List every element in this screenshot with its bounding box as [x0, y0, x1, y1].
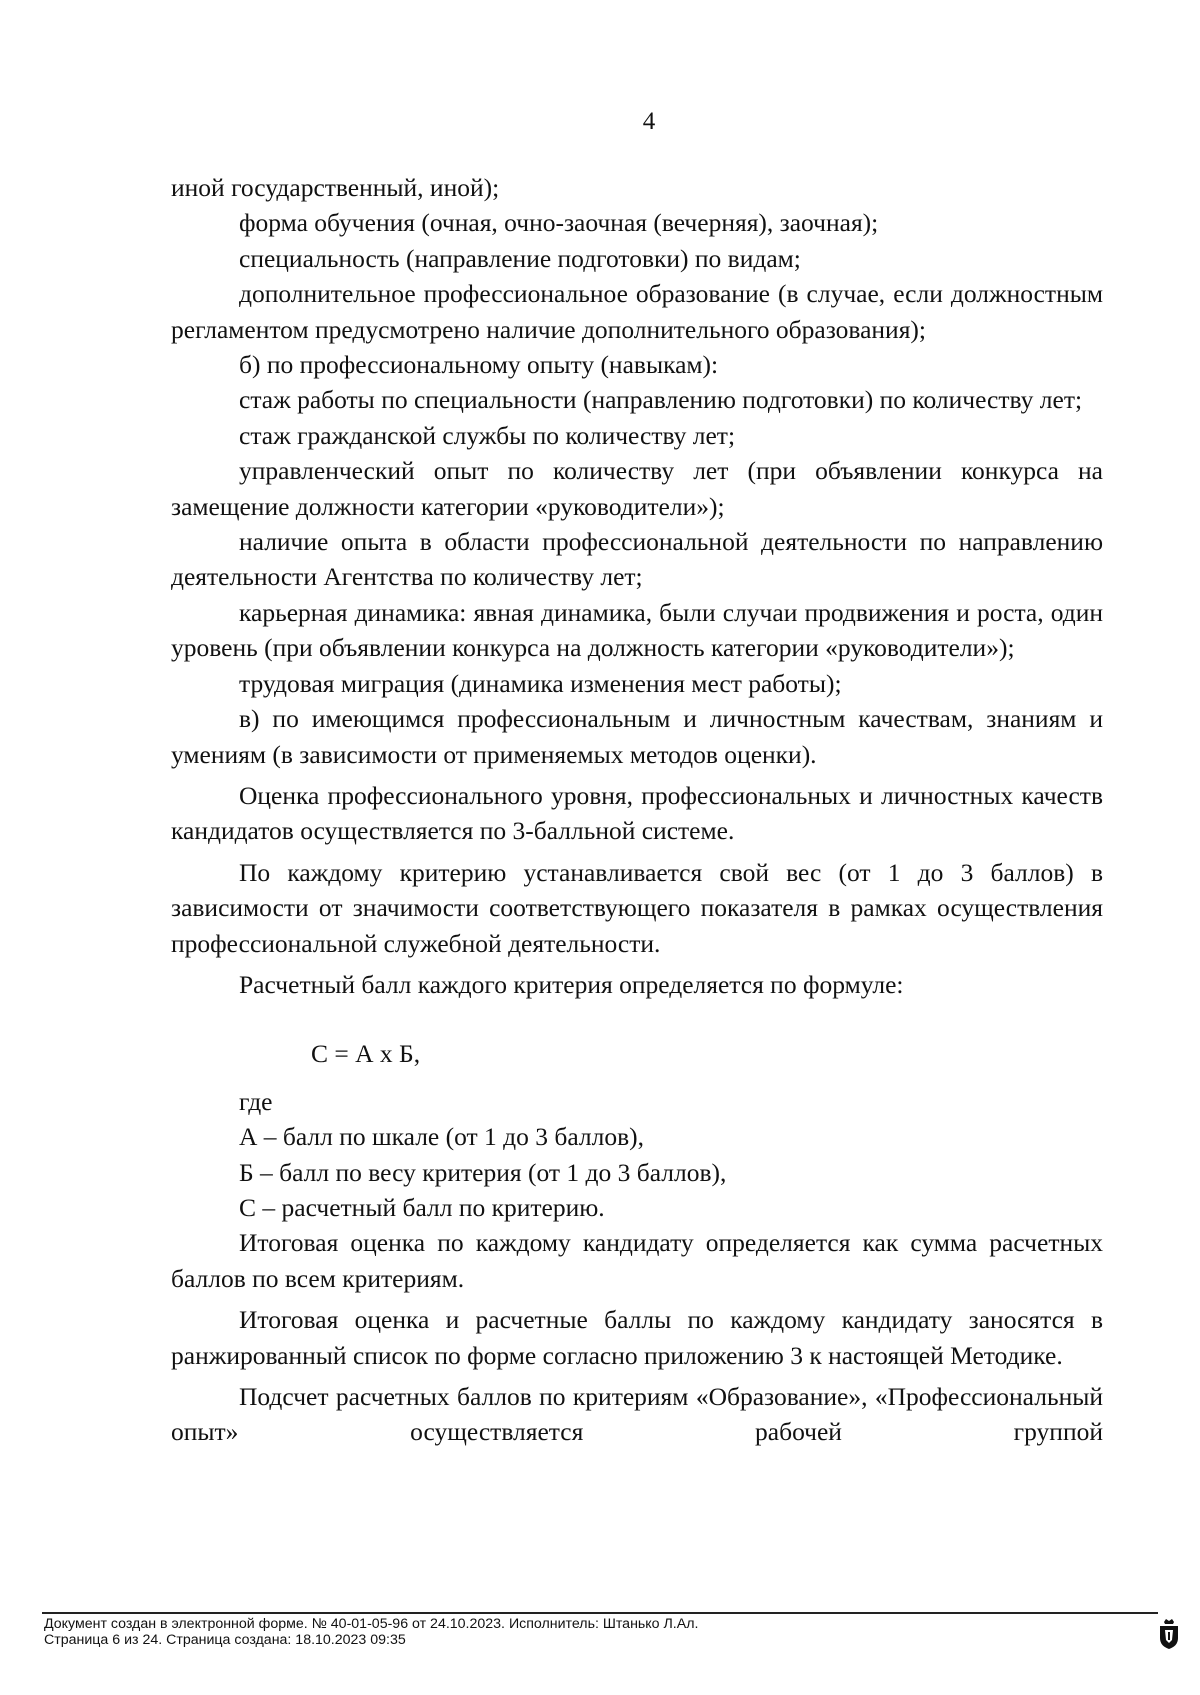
paragraph: специальность (направление подготовки) по видам;: [239, 243, 801, 273]
paragraph: А – балл по шкале (от 1 до 3 баллов),: [239, 1122, 645, 1152]
document-footer: [44, 1616, 698, 1648]
paragraph: Подсчет расчетных баллов по критериям «Образование», «Профессиональный опыт» осуществляется рабочей группой: [171, 1382, 1103, 1447]
paragraph: форма обучения (очная, очно-заочная (вечерняя), заочная);: [239, 208, 879, 238]
paragraph: Расчетный балл каждого критерия определяется по формуле:: [239, 969, 904, 999]
paragraph: трудовая миграция (динамика изменения мест работы);: [239, 668, 842, 698]
page-number: 4: [642, 108, 656, 135]
footer-line: Документ создан в электронной форме. № 40-01-05-96 от 24.10.2023. Исполнитель: Штанько Л.Ал.: [44, 1616, 699, 1632]
paragraph: наличие опыта в области профессиональной деятельности по направлению деятельности Агентства по количеству лет;: [171, 527, 1103, 592]
footer-line: Страница 6 из 24. Страница создана: 18.10.2023 09:35: [44, 1632, 406, 1648]
paragraph: карьерная динамика: явная динамика, были случаи продвижения и роста, один уровень (при объявлении конкурса на должность категории «руководители»);: [171, 597, 1103, 663]
paragraph: где: [239, 1086, 273, 1116]
paragraph: б) по профессиональному опыту (навыкам):: [239, 350, 719, 380]
paragraph: Итоговая оценка и расчетные баллы по каждому кандидату заносятся в ранжированный список по форме согласно приложению 3 к настоящей Методике.: [171, 1305, 1103, 1370]
formula: С = А х Б,: [311, 1039, 421, 1069]
paragraph: По каждому критерию устанавливается свой вес (от 1 до 3 баллов) в зависимости от значимости соответствующего показателя в рамках осуществления профессиональной служебной деятельности.: [171, 857, 1103, 958]
coat-of-arms-icon: [1157, 1618, 1181, 1655]
paragraph: стаж гражданской службы по количеству лет;: [239, 420, 736, 450]
paragraph: стаж работы по специальности (направлению подготовки) по количеству лет;: [239, 385, 1083, 415]
paragraph: Оценка профессионального уровня, профессиональных и личностных качеств кандидатов осуществляется по 3-балльной системе.: [171, 780, 1103, 846]
paragraph: Б – балл по весу критерия (от 1 до 3 баллов),: [239, 1157, 727, 1187]
footer-divider: [42, 1612, 1158, 1614]
paragraph: дополнительное профессиональное образование (в случае, если должностным регламентом предусмотрено наличие дополнительного образования);: [171, 279, 1103, 344]
paragraph: С – расчетный балл по критерию.: [239, 1192, 605, 1222]
document-body: [171, 170, 1103, 1450]
paragraph: иной государственный, иной);: [171, 173, 500, 202]
paragraph: управленческий опыт по количеству лет (при объявлении конкурса на замещение должности категории «руководители»);: [171, 456, 1103, 521]
paragraph: Итоговая оценка по каждому кандидату определяется как сумма расчетных баллов по всем критериям.: [171, 1228, 1103, 1293]
paragraph: в) по имеющимся профессиональным и личностным качествам, знаниям и умениям (в зависимости от применяемых методов оценки).: [171, 704, 1103, 769]
